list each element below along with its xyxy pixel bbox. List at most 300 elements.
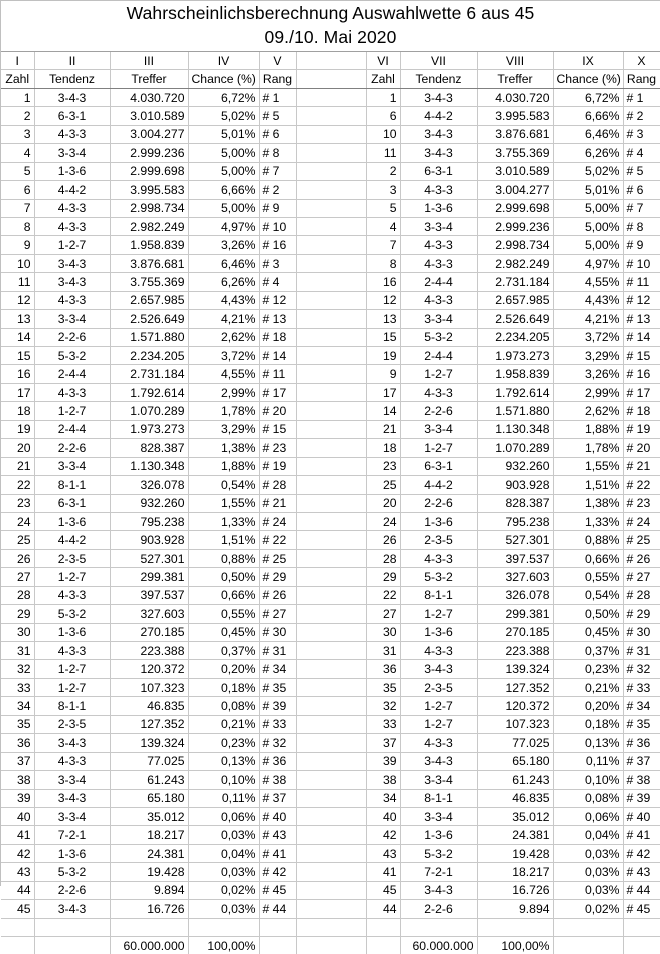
cell-treffer-right: 3.995.583 xyxy=(477,107,553,125)
table-row xyxy=(1,863,660,881)
table-row xyxy=(1,752,660,770)
header-zahl: Zahl xyxy=(1,70,34,88)
cell-tendenz-right: 2-3-5 xyxy=(400,678,477,696)
spacer-cell xyxy=(296,623,366,641)
cell-zahl-left: 45 xyxy=(1,900,34,918)
cell-rang-left: # 44 xyxy=(259,900,296,918)
empty-cell xyxy=(296,937,366,954)
cell-chance-left: 0,88% xyxy=(188,549,259,567)
cell-tendenz-right: 7-2-1 xyxy=(400,863,477,881)
cell-chance-right: 0,02% xyxy=(553,900,623,918)
cell-tendenz-left: 4-3-3 xyxy=(34,125,110,143)
spacer-cell xyxy=(296,826,366,844)
cell-zahl-right: 36 xyxy=(366,660,400,678)
table-row xyxy=(1,844,660,862)
cell-treffer-right: 1.571.880 xyxy=(477,402,553,420)
cell-tendenz-right: 6-3-1 xyxy=(400,162,477,180)
cell-rang-right: # 17 xyxy=(623,383,660,401)
table-row xyxy=(1,328,660,346)
cell-treffer-right: 3.010.589 xyxy=(477,162,553,180)
table-row xyxy=(1,107,660,125)
table-row xyxy=(1,734,660,752)
cell-tendenz-left: 2-2-6 xyxy=(34,881,110,899)
cell-chance-right: 4,21% xyxy=(553,310,623,328)
cell-zahl-left: 33 xyxy=(1,678,34,696)
cell-chance-left: 4,55% xyxy=(188,365,259,383)
cell-zahl-right: 20 xyxy=(366,494,400,512)
table-row xyxy=(1,476,660,494)
table-row xyxy=(1,826,660,844)
table-row xyxy=(1,273,660,291)
cell-tendenz-right: 6-3-1 xyxy=(400,457,477,475)
cell-rang-right: # 27 xyxy=(623,568,660,586)
spacer-cell xyxy=(296,457,366,475)
table-row xyxy=(1,254,660,272)
cell-chance-right: 0,23% xyxy=(553,660,623,678)
cell-chance-left: 0,55% xyxy=(188,605,259,623)
cell-rang-left: # 43 xyxy=(259,826,296,844)
cell-chance-right: 0,54% xyxy=(553,586,623,604)
cell-tendenz-left: 1-2-7 xyxy=(34,660,110,678)
cell-tendenz-left: 2-3-5 xyxy=(34,715,110,733)
blank-row xyxy=(1,918,660,936)
cell-treffer-right: 127.352 xyxy=(477,678,553,696)
cell-chance-left: 3,26% xyxy=(188,236,259,254)
cell-rang-right: # 31 xyxy=(623,642,660,660)
spacer-cell xyxy=(296,310,366,328)
table-row xyxy=(1,900,660,918)
cell-treffer-left: 527.301 xyxy=(110,549,188,567)
spacer-cell xyxy=(296,402,366,420)
cell-treffer-right: 3.876.681 xyxy=(477,125,553,143)
cell-treffer-left: 299.381 xyxy=(110,568,188,586)
spacer-cell xyxy=(296,199,366,217)
table-row xyxy=(1,420,660,438)
cell-zahl-right: 40 xyxy=(366,807,400,825)
cell-zahl-left: 17 xyxy=(1,383,34,401)
spacer-cell xyxy=(296,291,366,309)
table-row xyxy=(1,715,660,733)
cell-treffer-right: 795.238 xyxy=(477,512,553,530)
spacer-cell xyxy=(296,162,366,180)
roman-header: V xyxy=(259,52,296,70)
spacer-cell xyxy=(296,512,366,530)
empty-cell xyxy=(477,918,553,936)
cell-tendenz-left: 1-2-7 xyxy=(34,236,110,254)
cell-tendenz-right: 1-3-6 xyxy=(400,623,477,641)
cell-treffer-left: 3.995.583 xyxy=(110,181,188,199)
cell-zahl-right: 26 xyxy=(366,531,400,549)
cell-rang-left: # 33 xyxy=(259,715,296,733)
data-table xyxy=(1,52,660,954)
cell-tendenz-right: 1-2-7 xyxy=(400,605,477,623)
empty-cell xyxy=(188,918,259,936)
cell-rang-left: # 16 xyxy=(259,236,296,254)
cell-tendenz-right: 3-3-4 xyxy=(400,217,477,235)
spacer-cell xyxy=(296,383,366,401)
cell-zahl-left: 12 xyxy=(1,291,34,309)
cell-tendenz-left: 3-4-3 xyxy=(34,734,110,752)
cell-treffer-left: 2.982.249 xyxy=(110,217,188,235)
cell-rang-right: # 36 xyxy=(623,734,660,752)
cell-zahl-right: 30 xyxy=(366,623,400,641)
cell-zahl-right: 25 xyxy=(366,476,400,494)
spacer-cell xyxy=(296,881,366,899)
cell-tendenz-left: 4-3-3 xyxy=(34,586,110,604)
cell-treffer-left: 2.999.236 xyxy=(110,144,188,162)
table-row xyxy=(1,439,660,457)
cell-tendenz-right: 3-3-4 xyxy=(400,771,477,789)
cell-zahl-left: 13 xyxy=(1,310,34,328)
cell-treffer-right: 2.999.698 xyxy=(477,199,553,217)
cell-tendenz-left: 2-3-5 xyxy=(34,549,110,567)
cell-rang-left: # 35 xyxy=(259,678,296,696)
cell-treffer-right: 327.603 xyxy=(477,568,553,586)
cell-tendenz-right: 3-3-4 xyxy=(400,807,477,825)
cell-treffer-right: 9.894 xyxy=(477,900,553,918)
cell-rang-left: # 24 xyxy=(259,512,296,530)
cell-tendenz-right: 4-3-3 xyxy=(400,254,477,272)
table-row xyxy=(1,881,660,899)
cell-tendenz-left: 1-2-7 xyxy=(34,402,110,420)
table-body xyxy=(1,88,660,918)
cell-tendenz-left: 2-2-6 xyxy=(34,328,110,346)
cell-zahl-right: 29 xyxy=(366,568,400,586)
spacer-cell xyxy=(296,70,366,88)
cell-chance-left: 6,46% xyxy=(188,254,259,272)
cell-zahl-right: 12 xyxy=(366,291,400,309)
roman-header: X xyxy=(623,52,660,70)
cell-tendenz-right: 5-3-2 xyxy=(400,844,477,862)
cell-chance-left: 4,43% xyxy=(188,291,259,309)
cell-chance-right: 6,46% xyxy=(553,125,623,143)
cell-treffer-left: 270.185 xyxy=(110,623,188,641)
cell-zahl-right: 13 xyxy=(366,310,400,328)
cell-treffer-left: 2.526.649 xyxy=(110,310,188,328)
table-row xyxy=(1,642,660,660)
cell-chance-left: 6,72% xyxy=(188,88,259,106)
cell-chance-left: 0,50% xyxy=(188,568,259,586)
cell-treffer-left: 2.998.734 xyxy=(110,199,188,217)
cell-zahl-left: 11 xyxy=(1,273,34,291)
cell-rang-left: # 21 xyxy=(259,494,296,512)
cell-treffer-left: 2.234.205 xyxy=(110,347,188,365)
cell-treffer-left: 46.835 xyxy=(110,697,188,715)
cell-rang-right: # 6 xyxy=(623,181,660,199)
cell-chance-left: 0,10% xyxy=(188,771,259,789)
cell-tendenz-right: 4-3-3 xyxy=(400,642,477,660)
cell-treffer-right: 1.070.289 xyxy=(477,439,553,457)
cell-zahl-right: 35 xyxy=(366,678,400,696)
cell-treffer-right: 223.388 xyxy=(477,642,553,660)
cell-rang-right: # 28 xyxy=(623,586,660,604)
cell-zahl-left: 37 xyxy=(1,752,34,770)
spacer-cell xyxy=(296,715,366,733)
cell-rang-right: # 38 xyxy=(623,771,660,789)
cell-zahl-right: 15 xyxy=(366,328,400,346)
table-row xyxy=(1,568,660,586)
cell-treffer-right: 107.323 xyxy=(477,715,553,733)
cell-rang-left: # 27 xyxy=(259,605,296,623)
cell-zahl-right: 21 xyxy=(366,420,400,438)
cell-rang-right: # 37 xyxy=(623,752,660,770)
cell-treffer-right: 299.381 xyxy=(477,605,553,623)
cell-zahl-left: 18 xyxy=(1,402,34,420)
cell-tendenz-right: 1-2-7 xyxy=(400,439,477,457)
cell-chance-left: 0,18% xyxy=(188,678,259,696)
cell-rang-right: # 35 xyxy=(623,715,660,733)
cell-rang-left: # 13 xyxy=(259,310,296,328)
cell-rang-right: # 26 xyxy=(623,549,660,567)
table-row xyxy=(1,347,660,365)
cell-rang-left: # 14 xyxy=(259,347,296,365)
cell-treffer-left: 9.894 xyxy=(110,881,188,899)
cell-rang-left: # 5 xyxy=(259,107,296,125)
cell-chance-right: 0,06% xyxy=(553,807,623,825)
header-treffer: Treffer xyxy=(477,70,553,88)
cell-zahl-left: 27 xyxy=(1,568,34,586)
spacer-cell xyxy=(296,586,366,604)
roman-header: I xyxy=(1,52,34,70)
cell-rang-right: # 9 xyxy=(623,236,660,254)
cell-tendenz-right: 2-3-5 xyxy=(400,531,477,549)
cell-tendenz-left: 5-3-2 xyxy=(34,863,110,881)
cell-tendenz-right: 2-4-4 xyxy=(400,273,477,291)
cell-rang-left: # 18 xyxy=(259,328,296,346)
cell-tendenz-left: 3-4-3 xyxy=(34,900,110,918)
cell-tendenz-right: 4-3-3 xyxy=(400,734,477,752)
spacer-cell xyxy=(296,697,366,715)
cell-chance-left: 6,66% xyxy=(188,181,259,199)
cell-zahl-left: 2 xyxy=(1,107,34,125)
cell-chance-left: 0,03% xyxy=(188,900,259,918)
cell-rang-right: # 15 xyxy=(623,347,660,365)
cell-zahl-right: 24 xyxy=(366,512,400,530)
cell-treffer-right: 903.928 xyxy=(477,476,553,494)
table-row xyxy=(1,660,660,678)
cell-chance-left: 5,01% xyxy=(188,125,259,143)
cell-treffer-left: 2.999.698 xyxy=(110,162,188,180)
empty-cell xyxy=(623,918,660,936)
cell-treffer-left: 19.428 xyxy=(110,863,188,881)
cell-treffer-right: 16.726 xyxy=(477,881,553,899)
cell-tendenz-left: 3-4-3 xyxy=(34,273,110,291)
table-row xyxy=(1,162,660,180)
cell-zahl-right: 31 xyxy=(366,642,400,660)
table-row xyxy=(1,217,660,235)
cell-treffer-left: 1.792.614 xyxy=(110,383,188,401)
cell-zahl-left: 19 xyxy=(1,420,34,438)
cell-zahl-left: 9 xyxy=(1,236,34,254)
cell-tendenz-right: 3-4-3 xyxy=(400,881,477,899)
cell-treffer-left: 24.381 xyxy=(110,844,188,862)
cell-rang-left: # 3 xyxy=(259,254,296,272)
cell-chance-left: 0,66% xyxy=(188,586,259,604)
cell-chance-left: 0,54% xyxy=(188,476,259,494)
header-tendenz: Tendenz xyxy=(34,70,110,88)
cell-chance-right: 6,72% xyxy=(553,88,623,106)
cell-tendenz-right: 1-3-6 xyxy=(400,826,477,844)
cell-treffer-left: 223.388 xyxy=(110,642,188,660)
spacer-cell xyxy=(296,771,366,789)
cell-treffer-left: 326.078 xyxy=(110,476,188,494)
table-row xyxy=(1,678,660,696)
cell-zahl-left: 23 xyxy=(1,494,34,512)
spacer-cell xyxy=(296,605,366,623)
empty-cell xyxy=(259,937,296,954)
empty-cell xyxy=(110,918,188,936)
cell-treffer-left: 903.928 xyxy=(110,531,188,549)
cell-rang-right: # 29 xyxy=(623,605,660,623)
cell-rang-left: # 1 xyxy=(259,88,296,106)
cell-rang-left: # 30 xyxy=(259,623,296,641)
cell-zahl-left: 30 xyxy=(1,623,34,641)
cell-rang-left: # 29 xyxy=(259,568,296,586)
cell-treffer-right: 77.025 xyxy=(477,734,553,752)
cell-zahl-left: 28 xyxy=(1,586,34,604)
cell-tendenz-left: 1-3-6 xyxy=(34,844,110,862)
cell-rang-right: # 10 xyxy=(623,254,660,272)
cell-tendenz-right: 4-4-2 xyxy=(400,476,477,494)
cell-zahl-right: 27 xyxy=(366,605,400,623)
cell-rang-left: # 6 xyxy=(259,125,296,143)
cell-tendenz-right: 2-2-6 xyxy=(400,402,477,420)
cell-chance-right: 3,72% xyxy=(553,328,623,346)
cell-zahl-left: 1 xyxy=(1,88,34,106)
spacer-cell xyxy=(296,88,366,106)
cell-chance-left: 1,55% xyxy=(188,494,259,512)
cell-chance-left: 2,62% xyxy=(188,328,259,346)
cell-chance-right: 0,66% xyxy=(553,549,623,567)
cell-rang-right: # 18 xyxy=(623,402,660,420)
cell-chance-left: 2,99% xyxy=(188,383,259,401)
cell-zahl-right: 37 xyxy=(366,734,400,752)
cell-tendenz-right: 4-3-3 xyxy=(400,291,477,309)
cell-zahl-left: 44 xyxy=(1,881,34,899)
cell-rang-left: # 9 xyxy=(259,199,296,217)
spacer-cell xyxy=(296,642,366,660)
cell-tendenz-right: 4-3-3 xyxy=(400,236,477,254)
empty-cell xyxy=(400,918,477,936)
spacer-cell xyxy=(296,144,366,162)
cell-tendenz-left: 2-2-6 xyxy=(34,439,110,457)
spacer-cell xyxy=(296,844,366,862)
cell-zahl-right: 14 xyxy=(366,402,400,420)
cell-treffer-left: 2.657.985 xyxy=(110,291,188,309)
cell-treffer-right: 46.835 xyxy=(477,789,553,807)
cell-rang-right: # 4 xyxy=(623,144,660,162)
table-row xyxy=(1,512,660,530)
cell-chance-left: 0,37% xyxy=(188,642,259,660)
cell-tendenz-left: 3-3-4 xyxy=(34,771,110,789)
cell-tendenz-right: 1-3-6 xyxy=(400,512,477,530)
cell-rang-right: # 20 xyxy=(623,439,660,457)
cell-treffer-left: 16.726 xyxy=(110,900,188,918)
cell-chance-left: 6,26% xyxy=(188,273,259,291)
cell-treffer-right: 2.731.184 xyxy=(477,273,553,291)
cell-zahl-left: 15 xyxy=(1,347,34,365)
cell-zahl-right: 32 xyxy=(366,697,400,715)
cell-chance-right: 1,38% xyxy=(553,494,623,512)
cell-chance-right: 0,37% xyxy=(553,642,623,660)
header-chance: Chance (%) xyxy=(188,70,259,88)
roman-header: IV xyxy=(188,52,259,70)
spacer-cell xyxy=(296,328,366,346)
cell-rang-right: # 16 xyxy=(623,365,660,383)
roman-header: VII xyxy=(400,52,477,70)
table-row xyxy=(1,236,660,254)
cell-zahl-right: 4 xyxy=(366,217,400,235)
cell-treffer-right: 527.301 xyxy=(477,531,553,549)
cell-zahl-right: 34 xyxy=(366,789,400,807)
cell-zahl-right: 38 xyxy=(366,771,400,789)
cell-chance-left: 1,33% xyxy=(188,512,259,530)
cell-zahl-right: 44 xyxy=(366,900,400,918)
cell-rang-right: # 34 xyxy=(623,697,660,715)
cell-zahl-left: 41 xyxy=(1,826,34,844)
header-chance: Chance (%) xyxy=(553,70,623,88)
cell-tendenz-left: 3-4-3 xyxy=(34,88,110,106)
spacer-cell xyxy=(296,273,366,291)
roman-header: IX xyxy=(553,52,623,70)
cell-treffer-right: 326.078 xyxy=(477,586,553,604)
cell-zahl-right: 10 xyxy=(366,125,400,143)
cell-rang-right: # 44 xyxy=(623,881,660,899)
header-treffer: Treffer xyxy=(110,70,188,88)
cell-chance-right: 0,04% xyxy=(553,826,623,844)
cell-rang-left: # 34 xyxy=(259,660,296,678)
cell-treffer-left: 1.571.880 xyxy=(110,328,188,346)
cell-chance-right: 3,26% xyxy=(553,365,623,383)
cell-tendenz-right: 1-3-6 xyxy=(400,199,477,217)
cell-zahl-right: 39 xyxy=(366,752,400,770)
cell-treffer-right: 1.973.273 xyxy=(477,347,553,365)
cell-treffer-right: 270.185 xyxy=(477,623,553,641)
header-tendenz: Tendenz xyxy=(400,70,477,88)
cell-zahl-right: 23 xyxy=(366,457,400,475)
table-row xyxy=(1,310,660,328)
cell-chance-right: 0,11% xyxy=(553,752,623,770)
spacer-cell xyxy=(296,254,366,272)
cell-zahl-left: 24 xyxy=(1,512,34,530)
cell-zahl-left: 7 xyxy=(1,199,34,217)
cell-tendenz-right: 5-3-2 xyxy=(400,568,477,586)
cell-chance-left: 1,78% xyxy=(188,402,259,420)
cell-tendenz-left: 4-4-2 xyxy=(34,531,110,549)
cell-rang-left: # 36 xyxy=(259,752,296,770)
cell-zahl-left: 3 xyxy=(1,125,34,143)
cell-tendenz-right: 3-4-3 xyxy=(400,125,477,143)
cell-tendenz-right: 8-1-1 xyxy=(400,586,477,604)
cell-zahl-right: 42 xyxy=(366,826,400,844)
cell-zahl-left: 38 xyxy=(1,771,34,789)
column-header-row xyxy=(1,70,660,88)
cell-chance-left: 1,88% xyxy=(188,457,259,475)
cell-rang-right: # 45 xyxy=(623,900,660,918)
cell-tendenz-left: 3-4-3 xyxy=(34,789,110,807)
cell-tendenz-left: 4-3-3 xyxy=(34,383,110,401)
header-rang: Rang xyxy=(259,70,296,88)
cell-chance-right: 0,88% xyxy=(553,531,623,549)
cell-tendenz-right: 3-3-4 xyxy=(400,420,477,438)
spacer-cell xyxy=(296,549,366,567)
cell-zahl-right: 2 xyxy=(366,162,400,180)
cell-zahl-right: 8 xyxy=(366,254,400,272)
cell-tendenz-left: 3-3-4 xyxy=(34,310,110,328)
cell-rang-left: # 28 xyxy=(259,476,296,494)
cell-chance-right: 4,55% xyxy=(553,273,623,291)
header-rang: Rang xyxy=(623,70,660,88)
